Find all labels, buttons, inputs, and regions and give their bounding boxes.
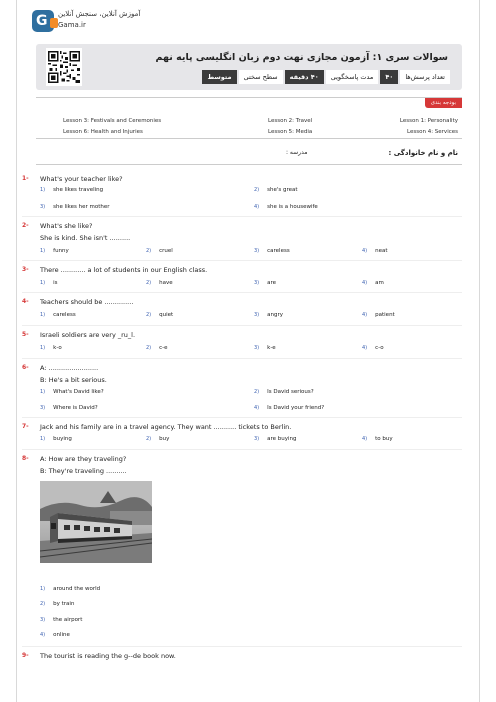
answer-option[interactable]: 1) is [40, 280, 58, 286]
answer-option[interactable]: 2) buy [146, 436, 170, 442]
question-text: A: How are they traveling? [40, 455, 127, 463]
budget-tag: بودجه بندی [425, 98, 462, 108]
train-photo [40, 481, 152, 563]
answer-option[interactable]: 3) angry [254, 312, 284, 318]
answer-option[interactable]: 4) c-o [362, 345, 384, 351]
question-text: What's your teacher like? [40, 175, 123, 183]
qr-code-icon [46, 48, 82, 86]
question-text: Israeli soldiers are very _ru_l. [40, 331, 136, 339]
question-divider [22, 325, 462, 326]
question-divider [22, 417, 462, 418]
lesson-item: Lesson 4: Services [407, 129, 458, 135]
logo-letter: G [36, 13, 48, 29]
budget-section [36, 97, 462, 139]
question-divider [22, 358, 462, 359]
duration-label: مدت پاسخگویی [326, 70, 379, 84]
question-number: 8- [22, 455, 29, 462]
question-number: 7- [22, 423, 29, 430]
answer-option[interactable]: 3) k-e [254, 345, 276, 351]
answer-option[interactable]: 1) buying [40, 436, 72, 442]
lesson-item: Lesson 6: Health and Injuries [63, 129, 143, 135]
question-text: B: They're traveling .......... [40, 467, 127, 475]
difficulty-value: متوسط [202, 70, 236, 84]
answer-option[interactable]: 3) are buying [254, 436, 297, 442]
question-text: There ............ a lot of students in our English class. [40, 266, 208, 274]
lesson-item: Lesson 5: Media [268, 129, 313, 135]
answer-option[interactable]: 2) Is David serious? [254, 389, 314, 395]
question-text: The tourist is reading the g--de book now. [40, 652, 176, 660]
answer-option[interactable]: 4) to buy [362, 436, 393, 442]
question-number: 1- [22, 175, 29, 182]
answer-option[interactable]: 2) c-e [146, 345, 168, 351]
question-number: 4- [22, 298, 29, 305]
answer-option[interactable]: 3) the airport [40, 617, 83, 623]
answer-option[interactable]: 1) she likes traveling [40, 187, 104, 193]
question-text: She is kind. She isn't .......... [40, 234, 131, 242]
school-label: مدرسه : [286, 149, 308, 156]
question-number: 3- [22, 266, 29, 273]
exam-header [36, 44, 462, 90]
answer-option[interactable]: 1) around the world [40, 586, 101, 592]
answer-option[interactable]: 4) Is David your friend? [254, 405, 325, 411]
answer-option[interactable]: 3) careless [254, 248, 290, 254]
question-text: A: ........................ [40, 364, 99, 372]
answer-option[interactable]: 3) are [254, 280, 277, 286]
brand-name: آموزش آنلاین، سنجش آنلاین [58, 10, 141, 18]
question-divider [22, 216, 462, 217]
question-number: 6- [22, 364, 29, 371]
question-text: What's she like? [40, 222, 93, 230]
answer-option[interactable]: 4) she is a housewife [254, 204, 318, 210]
answer-option[interactable]: 3) she likes her mother [40, 204, 110, 210]
brand-site: Gama.ir [58, 21, 86, 29]
duration-value: ۴۰ دقیقه [285, 70, 324, 84]
answer-option[interactable]: 2) cruel [146, 248, 173, 254]
answer-option[interactable]: 4) am [362, 280, 384, 286]
answer-option[interactable]: 1) What's David like? [40, 389, 104, 395]
question-text: B: He's a bit serious. [40, 376, 107, 384]
answer-option[interactable]: 1) funny [40, 248, 69, 254]
question-count-label: تعداد پرسش‌ها [400, 70, 450, 84]
exam-meta [202, 70, 450, 84]
answer-option[interactable]: 3) Where is David? [40, 405, 98, 411]
question-number: 9- [22, 652, 29, 659]
question-divider [22, 260, 462, 261]
answer-option[interactable]: 2) quiet [146, 312, 174, 318]
answer-option[interactable]: 1) careless [40, 312, 76, 318]
lesson-item: Lesson 3: Festivals and Ceremonies [63, 118, 162, 124]
question-number: 2- [22, 222, 29, 229]
difficulty-label: سطح سختی [239, 70, 283, 84]
question-text: Teachers should be .............. [40, 298, 134, 306]
lesson-item: Lesson 1: Personality [399, 118, 458, 124]
answer-option[interactable]: 2) have [146, 280, 173, 286]
answer-option[interactable]: 2) by train [40, 601, 75, 607]
question-divider [22, 646, 462, 647]
answer-option[interactable]: 4) neat [362, 248, 388, 254]
question-divider [22, 292, 462, 293]
question-number: 5- [22, 331, 29, 338]
answer-option[interactable]: 1) k-o [40, 345, 62, 351]
answer-option[interactable]: 4) online [40, 632, 70, 638]
question-count-value: ۴۰ [380, 70, 398, 84]
student-info-line [36, 145, 462, 165]
lesson-item: Lesson 2: Travel [268, 118, 313, 124]
question-divider [22, 449, 462, 450]
question-text: Jack and his family are in a travel agency. They want ........... tickets to Berlin. [40, 423, 292, 431]
gama-logo-icon [32, 10, 54, 32]
exam-title: سوالات سری ۱: آزمون مجازی نهت دوم زبان انگلیسی پایه نهم [155, 52, 448, 63]
answer-option[interactable]: 2) she's great [254, 187, 298, 193]
student-name-label: نام و نام خانوادگی : [388, 149, 458, 157]
answer-option[interactable]: 4) patient [362, 312, 395, 318]
